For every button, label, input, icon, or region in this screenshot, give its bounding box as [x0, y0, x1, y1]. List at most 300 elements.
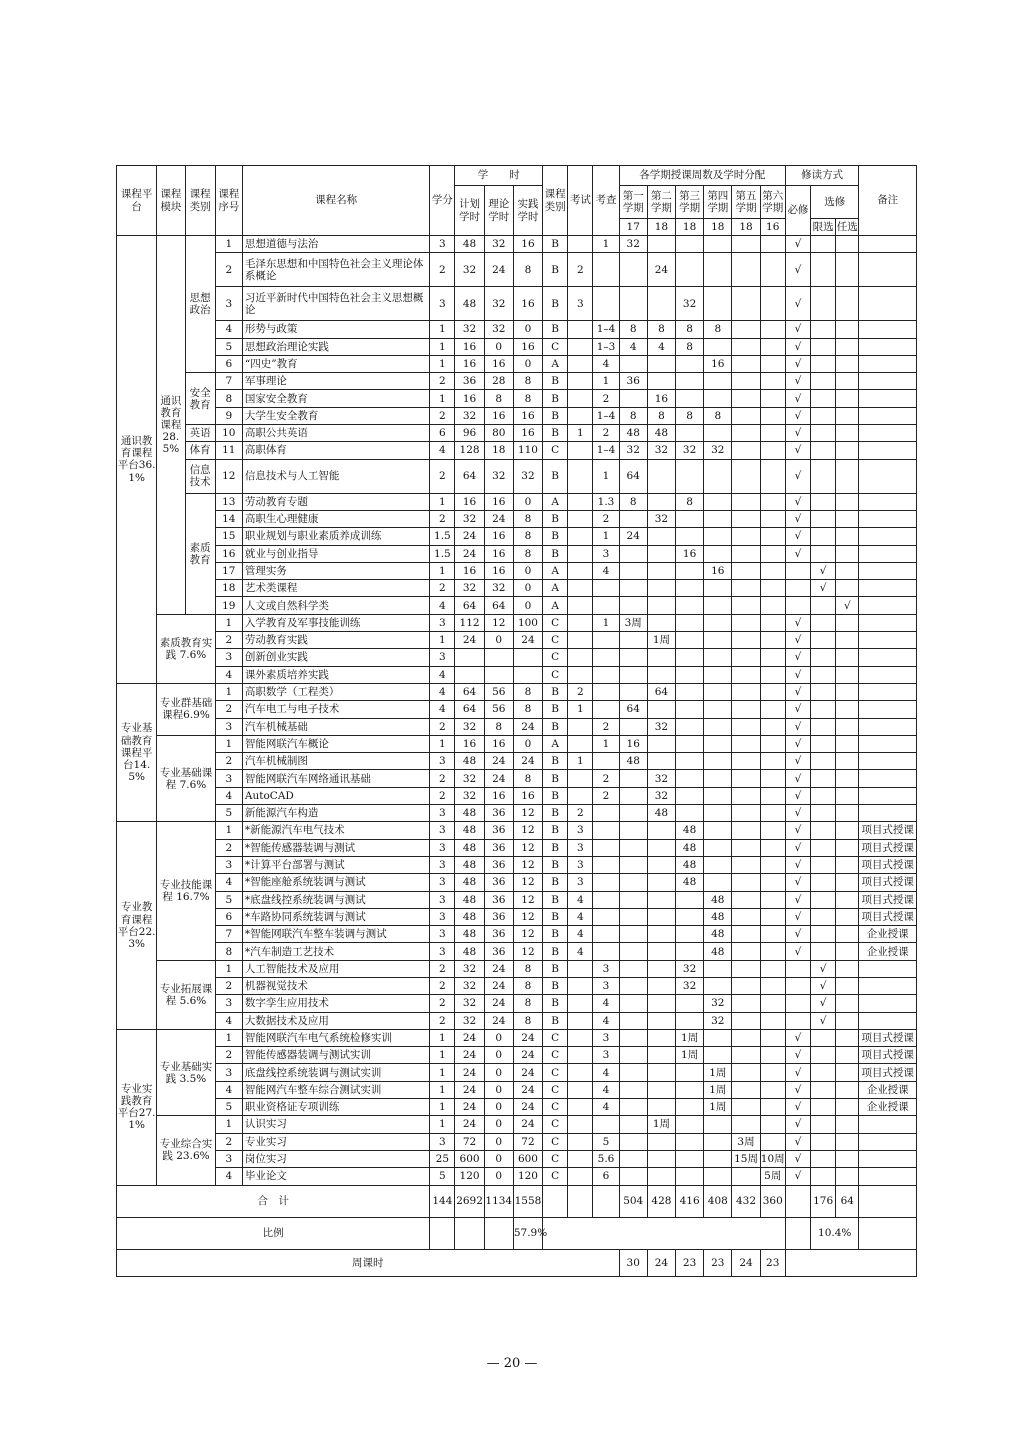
course-seq: 1 — [215, 1029, 242, 1046]
cell: 8 — [513, 960, 542, 977]
course-name: 课外素质培养实践 — [242, 666, 429, 683]
cell — [836, 545, 859, 562]
cell — [836, 614, 859, 631]
cell: 4 — [593, 562, 619, 579]
course-seq: 5 — [215, 1099, 242, 1116]
cell — [859, 1168, 917, 1185]
cell: 1 — [430, 321, 455, 338]
cell: 8 — [513, 373, 542, 390]
ratio-practice: 57.9% — [513, 1217, 542, 1249]
cell — [732, 874, 760, 891]
ratio-elective: 10.4% — [811, 1217, 859, 1249]
cell — [647, 926, 675, 943]
cell — [593, 1116, 619, 1133]
cell — [455, 666, 484, 683]
course-name: 智能网联汽车概论 — [242, 735, 429, 752]
cell — [859, 528, 917, 545]
cell: 3 — [430, 805, 455, 822]
cell — [760, 822, 785, 839]
cell: 36 — [484, 874, 513, 891]
cell — [836, 960, 859, 977]
cell — [704, 614, 732, 631]
course-seq: 3 — [215, 287, 242, 321]
cell — [836, 822, 859, 839]
cell: 0 — [484, 1133, 513, 1150]
course-seq: 3 — [215, 649, 242, 666]
cell — [811, 943, 836, 960]
cell — [760, 373, 785, 390]
cell: 32 — [676, 977, 704, 994]
course-seq: 3 — [215, 1150, 242, 1167]
cell: 0 — [484, 1168, 513, 1185]
cell — [732, 545, 760, 562]
cell — [704, 856, 732, 873]
cell — [647, 1133, 675, 1150]
course-name: 高职生心理健康 — [242, 510, 429, 527]
table-row — [117, 510, 917, 527]
cell: 24 — [484, 770, 513, 787]
cell — [647, 735, 675, 752]
table-row — [117, 1029, 917, 1046]
hdr-theory-hours: 理论学时 — [484, 186, 513, 236]
table-row — [117, 718, 917, 735]
cell: 3 — [593, 545, 619, 562]
cell: B — [543, 236, 568, 253]
cell: 0 — [484, 1064, 513, 1081]
cell: √ — [785, 753, 810, 770]
cell: 32 — [455, 787, 484, 804]
cell — [619, 1081, 647, 1098]
cell: 24 — [513, 718, 542, 735]
cell — [732, 510, 760, 527]
cell — [859, 960, 917, 977]
cell: 8 — [484, 390, 513, 407]
cell: √ — [785, 632, 810, 649]
cell — [859, 1150, 917, 1167]
cell: B — [543, 718, 568, 735]
cell — [836, 908, 859, 925]
cell — [859, 632, 917, 649]
cell: 8 — [676, 338, 704, 355]
cell: 8 — [513, 977, 542, 994]
table-row — [117, 908, 917, 925]
cell: 0 — [484, 1029, 513, 1046]
cell — [619, 666, 647, 683]
cell: 36 — [484, 891, 513, 908]
hdr-remark: 备注 — [859, 166, 917, 236]
cell: √ — [785, 1168, 810, 1185]
cell — [647, 753, 675, 770]
weekly-sem: 23 — [704, 1249, 732, 1276]
cell: 1周 — [704, 1064, 732, 1081]
cell: 1 — [430, 1116, 455, 1133]
cell — [619, 995, 647, 1012]
hdr-semester: 第三学期 — [676, 186, 704, 219]
cell — [785, 1012, 810, 1029]
cell — [836, 1047, 859, 1064]
cell — [676, 753, 704, 770]
table-row — [117, 856, 917, 873]
group-c4: 体育 — [185, 442, 215, 459]
cell — [811, 1047, 836, 1064]
cell — [647, 580, 675, 597]
cell — [811, 545, 836, 562]
cell — [836, 683, 859, 700]
cell — [760, 562, 785, 579]
group-m7: 专业基础实践 3.5% — [157, 1029, 215, 1115]
cell — [676, 355, 704, 372]
cell: 24 — [647, 253, 675, 287]
cell — [568, 1064, 593, 1081]
cell: B — [543, 1012, 568, 1029]
cell: 3 — [430, 822, 455, 839]
course-name: 汽车机械基础 — [242, 718, 429, 735]
cell — [704, 1168, 732, 1185]
cell: B — [543, 545, 568, 562]
cell: 3 — [568, 287, 593, 321]
cell — [568, 510, 593, 527]
cell: 16 — [619, 735, 647, 752]
cell — [732, 770, 760, 787]
cell: 16 — [484, 787, 513, 804]
cell: 5 — [430, 1168, 455, 1185]
cell — [732, 1099, 760, 1116]
cell: √ — [785, 338, 810, 355]
hdr-required: 必修 — [785, 186, 810, 236]
cell: 12 — [513, 874, 542, 891]
cell — [836, 407, 859, 424]
cell — [593, 580, 619, 597]
course-name: 习近平新时代中国特色社会主义思想概论 — [242, 287, 429, 321]
course-seq: 13 — [215, 493, 242, 510]
cell: 12 — [513, 943, 542, 960]
course-name: 人工智能技术及应用 — [242, 960, 429, 977]
cell — [732, 805, 760, 822]
cell — [676, 666, 704, 683]
course-name: *底盘线控系统装调与测试 — [242, 891, 429, 908]
cell — [811, 874, 836, 891]
cell — [836, 1064, 859, 1081]
cell: 64 — [619, 701, 647, 718]
cell — [732, 614, 760, 631]
weekly-sem: 24 — [732, 1249, 760, 1276]
cell — [647, 822, 675, 839]
cell: 24 — [455, 1099, 484, 1116]
cell: √ — [785, 425, 810, 442]
cell — [704, 510, 732, 527]
cell — [593, 666, 619, 683]
cell: B — [543, 926, 568, 943]
course-seq: 10 — [215, 425, 242, 442]
cell: C — [543, 1168, 568, 1185]
hdr-platform: 课程平台 — [117, 166, 157, 236]
cell: 8 — [704, 407, 732, 424]
course-seq: 5 — [215, 805, 242, 822]
cell: 8 — [513, 770, 542, 787]
cell — [732, 597, 760, 614]
cell — [704, 666, 732, 683]
cell — [760, 1029, 785, 1046]
cell: 1 — [430, 1064, 455, 1081]
cell: 24 — [455, 1116, 484, 1133]
group-m3: 专业群基础课程6.9% — [157, 683, 215, 735]
cell: 2 — [430, 459, 455, 493]
cell — [619, 943, 647, 960]
cell: 16 — [455, 338, 484, 355]
cell — [619, 856, 647, 873]
cell: √ — [785, 891, 810, 908]
course-seq: 4 — [215, 874, 242, 891]
cell: √ — [811, 580, 836, 597]
cell: √ — [785, 407, 810, 424]
cell — [836, 649, 859, 666]
course-name: *智能网联汽车整车装调与测试 — [242, 926, 429, 943]
cell: √ — [785, 355, 810, 372]
cell: 4 — [593, 995, 619, 1012]
cell: 32 — [455, 995, 484, 1012]
cell: 1.5 — [430, 545, 455, 562]
cell: 项目式授课 — [859, 839, 917, 856]
group-c3: 英语 — [185, 425, 215, 442]
cell: 3 — [430, 649, 455, 666]
cell: B — [543, 407, 568, 424]
table-row — [117, 666, 917, 683]
course-name: 高职体育 — [242, 442, 429, 459]
cell: 8 — [619, 321, 647, 338]
cell — [836, 632, 859, 649]
cell — [568, 960, 593, 977]
cell: 2 — [430, 770, 455, 787]
cell: B — [543, 856, 568, 873]
cell: 3 — [430, 891, 455, 908]
cell: 8 — [484, 718, 513, 735]
cell — [811, 597, 836, 614]
cell: 8 — [647, 321, 675, 338]
cell — [619, 683, 647, 700]
total-sem: 360 — [760, 1185, 785, 1217]
cell: B — [543, 839, 568, 856]
cell: 24 — [513, 1029, 542, 1046]
course-seq: 8 — [215, 943, 242, 960]
cell: A — [543, 580, 568, 597]
cell — [760, 1047, 785, 1064]
cell — [676, 459, 704, 493]
cell — [760, 510, 785, 527]
table-row — [117, 1081, 917, 1098]
cell: 32 — [484, 321, 513, 338]
cell — [704, 960, 732, 977]
course-name: *计算平台部署与测试 — [242, 856, 429, 873]
cell: 8 — [513, 545, 542, 562]
cell: 8 — [676, 321, 704, 338]
cell — [619, 355, 647, 372]
cell — [676, 683, 704, 700]
cell — [811, 735, 836, 752]
cell — [760, 1133, 785, 1150]
cell: 8 — [513, 995, 542, 1012]
table-row — [117, 1012, 917, 1029]
cell — [785, 960, 810, 977]
cell: B — [543, 253, 568, 287]
hdr-practice-hours: 实践学时 — [513, 186, 542, 236]
cell — [568, 597, 593, 614]
course-name: 智能网汽车整车综合测试实训 — [242, 1081, 429, 1098]
cell — [593, 943, 619, 960]
cell — [811, 442, 836, 459]
cell: 24 — [455, 1081, 484, 1098]
cell — [704, 373, 732, 390]
cell: 32 — [676, 442, 704, 459]
cell — [760, 926, 785, 943]
table-row — [117, 701, 917, 718]
cell — [811, 287, 836, 321]
cell: 32 — [704, 1012, 732, 1029]
cell — [704, 1150, 732, 1167]
cell: 32 — [676, 287, 704, 321]
cell — [619, 1047, 647, 1064]
cell — [568, 787, 593, 804]
cell: √ — [811, 1012, 836, 1029]
table-row — [117, 407, 917, 424]
cell — [836, 891, 859, 908]
cell — [484, 649, 513, 666]
cell: √ — [785, 442, 810, 459]
cell — [760, 1081, 785, 1098]
cell — [568, 770, 593, 787]
group-c2: 安全教育 — [185, 373, 215, 425]
cell: 5.6 — [593, 1150, 619, 1167]
cell — [619, 839, 647, 856]
cell: 24 — [513, 1047, 542, 1064]
cell — [760, 321, 785, 338]
cell: 32 — [647, 787, 675, 804]
course-name: 高职数学（工程类） — [242, 683, 429, 700]
cell: B — [543, 770, 568, 787]
cell: 28 — [484, 373, 513, 390]
group-p3: 专业教育课程平台22.3% — [117, 822, 157, 1030]
cell — [836, 1168, 859, 1185]
cell — [836, 355, 859, 372]
group-m8: 专业综合实践 23.6% — [157, 1116, 215, 1185]
cell: A — [543, 355, 568, 372]
cell — [647, 666, 675, 683]
cell: 24 — [619, 528, 647, 545]
hdr-hours: 学 时 — [455, 166, 543, 186]
cell: 25 — [430, 1150, 455, 1167]
hdr-plan-hours: 计划学时 — [455, 186, 484, 236]
cell: 企业授课 — [859, 943, 917, 960]
cell — [704, 735, 732, 752]
total-credit: 144 — [430, 1185, 455, 1217]
course-rows — [117, 236, 917, 1186]
cell: 1周 — [647, 1116, 675, 1133]
cell — [647, 373, 675, 390]
group-m5: 专业技能课程 16.7% — [157, 822, 215, 960]
cell: 4 — [619, 338, 647, 355]
cell — [647, 545, 675, 562]
cell — [811, 236, 836, 253]
cell — [760, 666, 785, 683]
table-row — [117, 735, 917, 752]
group-m2: 素质教育实践 7.6% — [157, 614, 215, 683]
hdr-seq: 课程序号 — [215, 166, 242, 236]
cell — [676, 649, 704, 666]
cell — [859, 442, 917, 459]
cell: 48 — [455, 753, 484, 770]
cell — [568, 562, 593, 579]
cell — [676, 373, 704, 390]
cell — [647, 614, 675, 631]
cell — [811, 528, 836, 545]
course-seq: 5 — [215, 338, 242, 355]
course-name: “四史”教育 — [242, 355, 429, 372]
cell: 100 — [513, 614, 542, 631]
cell — [836, 580, 859, 597]
course-name: 大学生安全教育 — [242, 407, 429, 424]
cell: B — [543, 425, 568, 442]
cell: 32 — [455, 253, 484, 287]
cell — [859, 977, 917, 994]
table-row — [117, 390, 917, 407]
cell — [836, 253, 859, 287]
course-seq: 4 — [215, 1012, 242, 1029]
cell: 24 — [455, 545, 484, 562]
cell — [836, 1081, 859, 1098]
cell: B — [543, 960, 568, 977]
cell — [676, 995, 704, 1012]
cell — [836, 701, 859, 718]
course-name: 思想政治理论实践 — [242, 338, 429, 355]
cell — [676, 1012, 704, 1029]
cell — [704, 649, 732, 666]
cell: 16 — [455, 355, 484, 372]
cell: 1 — [430, 1081, 455, 1098]
cell: 4 — [430, 701, 455, 718]
cell: B — [543, 459, 568, 493]
cell: 24 — [455, 1047, 484, 1064]
cell: 3 — [593, 960, 619, 977]
cell: √ — [785, 528, 810, 545]
cell: 600 — [455, 1150, 484, 1167]
cell: 3 — [593, 1029, 619, 1046]
cell: B — [543, 995, 568, 1012]
cell — [811, 891, 836, 908]
cell — [811, 649, 836, 666]
cell: √ — [785, 493, 810, 510]
cell — [859, 425, 917, 442]
cell: 3 — [593, 1047, 619, 1064]
cell — [619, 926, 647, 943]
cell — [593, 856, 619, 873]
cell — [732, 407, 760, 424]
cell — [647, 1099, 675, 1116]
cell — [732, 355, 760, 372]
cell — [836, 874, 859, 891]
cell — [593, 891, 619, 908]
course-seq: 7 — [215, 926, 242, 943]
cell — [811, 355, 836, 372]
cell: 1 — [593, 373, 619, 390]
course-name: 信息技术与人工智能 — [242, 459, 429, 493]
cell — [785, 562, 810, 579]
cell — [760, 943, 785, 960]
cell: 32 — [455, 718, 484, 735]
cell: 16 — [513, 338, 542, 355]
cell — [676, 632, 704, 649]
cell: 3 — [430, 943, 455, 960]
cell: 0 — [513, 355, 542, 372]
cell: 32 — [455, 1012, 484, 1029]
